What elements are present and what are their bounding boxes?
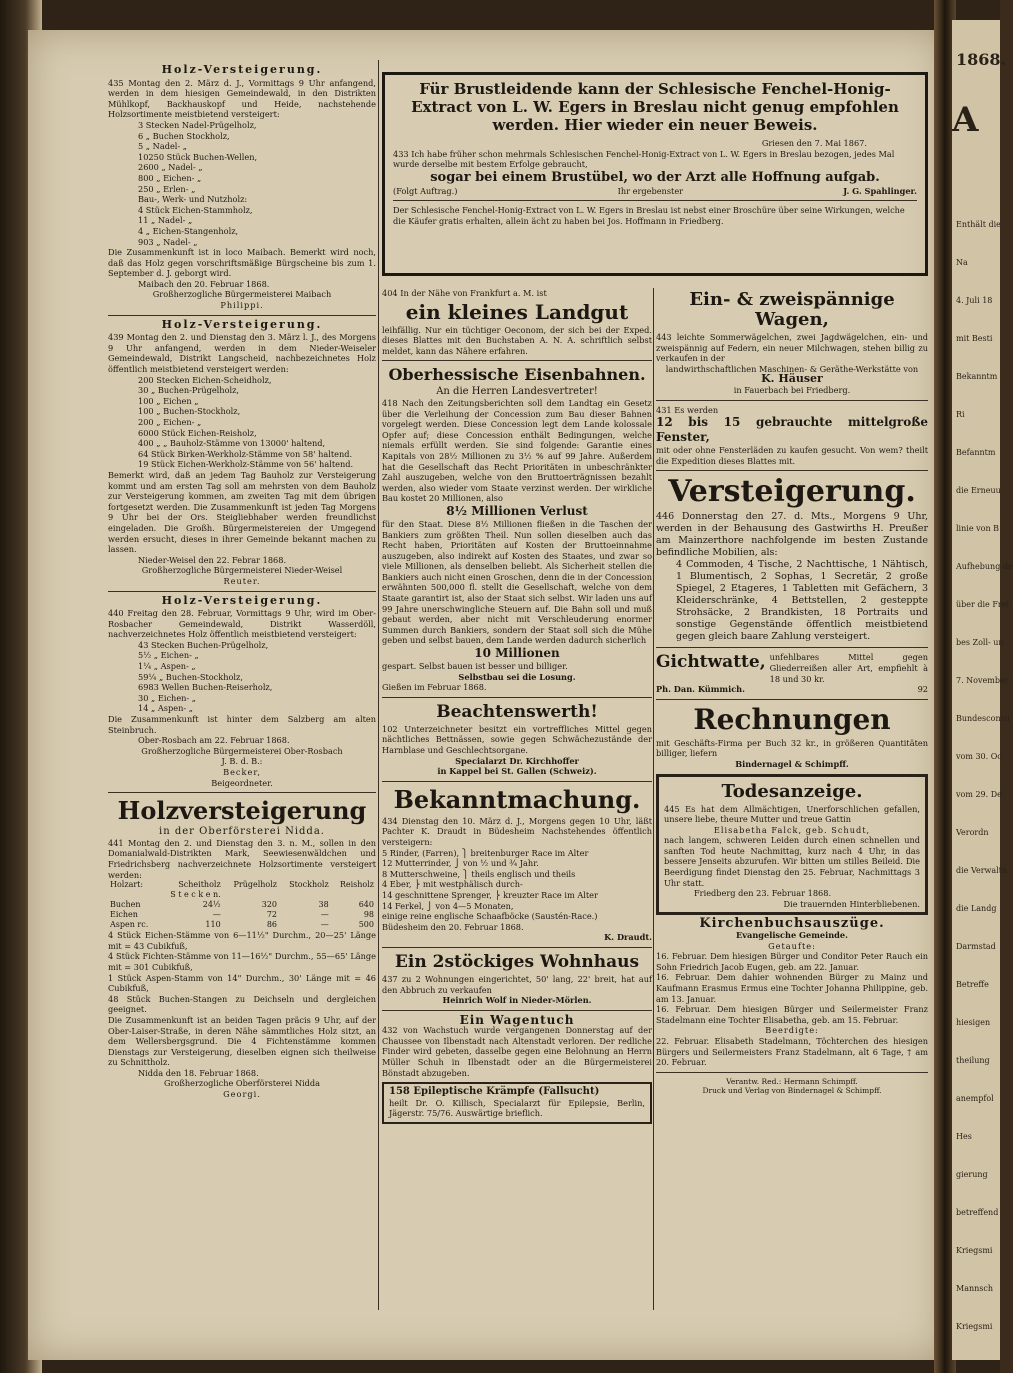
- lot-line: 200 Stecken Eichen-Scheidholz,: [138, 374, 272, 385]
- next-page-text-fragment: theilung: [956, 1056, 990, 1065]
- ad443-line: landwirthschaftlichen Maschinen- & Geräthe-Werkstätte von: [665, 363, 919, 374]
- lot-line: 48 Stück Buchen-Stangen zu Deichseln und dergleichen geeignet.: [108, 993, 376, 1015]
- lot-line: 3 Stecken Nadel-Prügelholz,: [138, 119, 257, 130]
- next-page-text-fragment: die Erneuu: [956, 486, 1001, 495]
- table-cell: Eichen: [110, 910, 138, 920]
- ad-right-note: Ihr ergebenster: [617, 185, 684, 196]
- ad445-title: Todesanzeige.: [721, 780, 863, 802]
- lot-line: 2600 „ Nadel- „: [138, 162, 203, 173]
- lot-line: 1 Stück Aspen-Stamm von 14" Durchm., 30' Länge mit = 46 Cubikfuß,: [108, 972, 376, 994]
- lot-line: 11 „ Nadel- „: [138, 215, 193, 226]
- ad92-sign: Ph. Dan. Kümmich.: [656, 684, 745, 695]
- auction-item: 8 Mutterschweine, ⎫ theils englisch und theils: [382, 868, 576, 879]
- lot-line: 400 „ „ Bauholz-Stämme von 13000' haltend,: [138, 438, 326, 449]
- next-page-text-fragment: die Landg: [956, 904, 997, 913]
- ad432-title: Ein Wagentuch: [459, 1012, 575, 1027]
- lot-line: 59¼ „ Buchen-Stockholz,: [138, 671, 243, 682]
- ad441-sign2: Georgi.: [223, 1089, 261, 1100]
- table-row: [108, 920, 376, 930]
- next-page-text-fragment: Betreffe: [956, 980, 989, 989]
- ad432-text: 432 von Wachstuch wurde vergangenen Donnerstag auf der Chaussee von Ilbenstadt nach Altenstadt verloren. Der redliche Finder wird gebeten, dasselbe gegen eine Belohnung an Herrn Müller Schuh in Ilbenstadt oder an die Bürgermeisterei Bönstadt abzugeben.: [382, 1025, 652, 1078]
- table-subheader-cell: [279, 890, 331, 900]
- ad435-lots: [108, 120, 376, 247]
- table-cell: 110: [205, 920, 221, 930]
- lot-line: 43 Stecken Buchen-Prügelholz,: [138, 639, 269, 650]
- next-page-text-fragment: Na: [956, 258, 968, 267]
- ad431-title: 12 bis 15 gebrauchte mittelgroße Fenster,: [656, 415, 928, 445]
- ad445-box: [656, 774, 928, 916]
- next-page-text-fragment: Darmstad: [956, 942, 996, 951]
- ad443-place: in Fauerbach bei Friedberg.: [733, 384, 851, 395]
- column-3: [656, 288, 928, 1096]
- rechnungen-title: Rechnungen: [693, 702, 891, 736]
- lot-line: 250 „ Erlen- „: [138, 183, 196, 194]
- column-rule: [378, 60, 379, 1310]
- next-page-text-fragment: über die Frei: [956, 600, 1009, 609]
- next-page-text-fragment: gierung: [956, 1170, 988, 1179]
- next-page-text-fragment: Mannsch: [956, 1284, 994, 1293]
- ad434-items: [382, 848, 652, 912]
- church-buried-label: Beerdigte:: [765, 1025, 819, 1036]
- next-page-text-fragment: Kriegsmi: [956, 1322, 993, 1331]
- next-page-text-fragment: die Verwaltu: [956, 866, 1008, 875]
- auction-item: 14 Ferkel, ⎭ von 4—5 Monaten,: [382, 900, 514, 911]
- ad441-lines: [108, 930, 376, 1015]
- table-cell: 24½: [202, 900, 221, 910]
- ad92-num: 92: [917, 684, 928, 695]
- next-page-text-fragment: 4. Juli 18: [956, 296, 993, 305]
- ad435-intro: 435 Montag den 2. März d. J., Vormittags 9 Uhr anfangend, werden in dem hiesigen Gemeindewald, in den Distrikten Mühlkopf, Backhauskopf und Heide, nachstehende Holzsortimente meistbietend versteigert:: [108, 77, 376, 120]
- imprint-publisher: Druck und Verlag von Bindernagel & Schimpff.: [702, 1086, 882, 1096]
- ad404-text: leihfällig. Nur ein tüchtiger Oeconom, der sich bei der Exped. dieses Blattes mit den Buchstaben A. N. A. schriftlich selbst meldet, kann das Nähere erfahren.: [382, 324, 652, 356]
- ad445-name: Elisabetha Falck, geb. Schudt,: [713, 824, 871, 835]
- lot-line: 4 Stück Eichen-Stämme von 6—11½" Durchm., 20—25' Länge mit = 43 Cubikfuß,: [108, 930, 376, 951]
- lot-line: 200 „ Eichen- „: [138, 417, 202, 427]
- baptism-entry: 16. Februar. Dem hiesigen Bürger und Conditor Peter Rauch ein Sohn Friedrich Jacob Eugen, geb. am 22. Januar.: [656, 951, 928, 972]
- table-subheader-cell: [108, 890, 158, 900]
- ad418-mid2: 10 Millionen: [474, 646, 560, 661]
- lot-line: 800 „ Eichen- „: [138, 172, 202, 183]
- ad439-sign2: Reuter.: [223, 575, 261, 586]
- ad441-intro: 441 Montag den 2. und Dienstag den 3. n. M., sollen in den Domanialwald-Distrikten Mark, Seewiesenwäldchen und Friedrichsberg nachverzeichnete Holzsortimente versteigert werden:: [108, 837, 376, 880]
- ad92-text: unfehlbares Mittel gegen Gliederreißen aller Art, empfiehlt à 18 und 30 kr.: [769, 652, 928, 684]
- ad443-name: K. Häuser: [761, 372, 823, 386]
- ad-footer: Der Schlesische Fenchel-Honig-Extract von L. W. Egers in Breslau ist nebst einer Broschüre über seine Wirkungen, welche die Käufer gratis erhalten, allein ächt zu haben bei Jos. Hoffmann in Friedberg.: [393, 205, 905, 226]
- lot-line: 903 „ Nadel- „: [138, 236, 198, 247]
- ad441-title: Holzversteigerung: [117, 796, 367, 826]
- ad441-table: [108, 880, 376, 930]
- ad102-sign1: Specialarzt Dr. Kirchhoffer: [455, 755, 579, 766]
- next-page-text-fragment: Verordn: [956, 828, 989, 837]
- ad440-sign3: Becker,: [223, 767, 261, 777]
- ad445-date: Friedberg den 23. Februar 1868.: [694, 888, 832, 899]
- lot-line: 30 „ Buchen-Prügelholz,: [138, 385, 240, 396]
- ad437-sign: Heinrich Wolf in Nieder-Mörlen.: [442, 995, 592, 1006]
- lot-line: 30 „ Eichen- „: [138, 692, 197, 703]
- rechnungen-sign: Bindernagel & Schimpff.: [735, 758, 849, 769]
- next-page-text-fragment: mit Besti: [956, 334, 993, 343]
- ad434-sign: K. Draudt.: [604, 932, 652, 943]
- table-cell: Buchen: [110, 900, 141, 910]
- ad418-mid: 8½ Millionen Verlust: [446, 503, 588, 518]
- table-header-cell: Prügelholz: [233, 880, 278, 890]
- table-cell: —: [212, 910, 221, 920]
- ad445-text2: nach langem, schweren Leiden durch einen schnellen und sanften Tod heute Nachmittag, kurz nach 4 Uhr, in das bessere Jenseits abzurufen. Wir bitten um stilles Beileid. Die Beerdigung findet Dienstag den 25. Februar, Nachmittags 3 Uhr statt.: [664, 835, 920, 888]
- lot-line: 6983 Wellen Buchen-Reiserholz,: [138, 682, 273, 693]
- next-page-text-fragment: bes Zoll- un: [956, 638, 1004, 647]
- burial-entry: 22. Februar. Elisabeth Stadelmann, Töchterchen des hiesigen Bürgers und Seilermeisters Franz Stadelmann, alt 6 Tage, † am 20. Februar.: [656, 1035, 928, 1068]
- ad431-intro: 431 Es werden: [656, 404, 719, 415]
- ad-headline: Für Brustleidende kann der Schlesische Fenchel-Honig-Extract von L. W. Egers in Breslau nicht genug empfohlen werden. Hier wieder ein neuer Beweis.: [411, 80, 899, 134]
- next-page-text-fragment: Kriegsmi: [956, 1246, 993, 1255]
- ad435-sign2: Philippi.: [220, 300, 264, 311]
- ad434-text: einige reine englische Schaafböcke (Saustén-Race.): [382, 911, 598, 922]
- ad440-sign2: J. B. d. B.:: [221, 756, 263, 767]
- ad418-text3: gespart. Selbst bauen ist besser und billiger.: [382, 661, 568, 672]
- table-row: [108, 910, 376, 920]
- next-page-text-fragment: betreffend: [956, 1208, 999, 1217]
- lot-line: 10250 Stück Buchen-Wellen,: [138, 151, 258, 162]
- table-cell: 500: [358, 920, 374, 930]
- ad439-sign1: Großherzogliche Bürgermeisterei Nieder-Weisel: [141, 565, 343, 576]
- ad434-intro: 434 Dienstag den 10. März d. J., Morgens gegen 10 Uhr, läßt Pachter K. Draudt in Büdesheim Nachstehendes öffentlich versteigern:: [382, 815, 652, 847]
- lot-line: 1¼ „ Aspen- „: [138, 661, 196, 672]
- auction-item: 12 Mutterrinder, ⎭ von ½ und ¾ Jahr.: [382, 858, 539, 869]
- imprint-editor: Verantw. Red.: Hermann Schimpff.: [726, 1076, 858, 1086]
- ad440-sign4: Beigeordneter.: [211, 777, 273, 788]
- table-header-cell: Holzart:: [110, 880, 144, 890]
- ad431-text: mit oder ohne Fensterläden zu kaufen gesucht. Von wem? theilt die Expedition dieses Blattes mit.: [656, 445, 928, 466]
- ad435-sign1: Großherzogliche Bürgermeisterei Maibach: [152, 289, 332, 300]
- ad418-subtitle: An die Herren Landesvertreter!: [436, 386, 598, 398]
- ad418-motto: Selbstbau sei die Losung.: [458, 671, 576, 682]
- ad443-text: 443 leichte Sommerwägelchen, zwei Jagdwägelchen, ein- und zweispännig auf Federn, ein neuer Milchwagen, stehen billig zu verkaufen in der: [656, 332, 928, 364]
- next-page-text-fragment: linie von B: [956, 524, 1000, 533]
- next-page-text-fragment: Enthält die: [956, 220, 1001, 229]
- table-header-cell: Reisholz: [339, 880, 374, 890]
- ad418-title: Oberhessische Eisenbahnen.: [388, 365, 646, 385]
- ad-signer: J. G. Spahlinger.: [843, 185, 917, 196]
- next-page-text-fragment: 7. November: [956, 676, 1009, 685]
- ad404-title: ein kleines Landgut: [405, 299, 629, 324]
- next-page-text-fragment: Hes: [956, 1132, 972, 1141]
- ad440-text: Die Zusammenkunft ist hinter dem Salzberg am alten Steinbruch.: [108, 714, 376, 735]
- ad158-title: 158 Epileptische Krämpfe (Fallsucht): [389, 1086, 600, 1098]
- baptism-entry: 16. Februar. Dem dahier wohnenden Bürger zu Mainz und Kaufmann Erasmus Ermus eine Tochter Johanna Philippine, geb. am 13. Januar.: [656, 972, 928, 1004]
- next-page-year: 1868.: [956, 50, 1007, 69]
- ad440-title: Holz-Versteigerung.: [161, 593, 323, 607]
- table-cell: 98: [363, 910, 374, 920]
- ad158-box: [382, 1082, 652, 1124]
- lot-line: 6000 Stück Eichen-Reisholz,: [138, 427, 257, 438]
- table-cell: 86: [266, 920, 278, 930]
- ad-place-date: Griesen den 7. Mai 1867.: [761, 138, 867, 148]
- lot-line: 100 „ Buchen-Stockholz,: [138, 406, 241, 417]
- ad446-text1: 446 Donnerstag den 27. d. Mts., Morgens 9 Uhr, werden in der Behausung des Gastwirths H. Preußer am Mainzerthore nachfolgende im besten Zustande befindliche Mobilien, als:: [656, 511, 928, 559]
- ad441-subtitle: in der Oberförsterei Nidda.: [159, 826, 325, 838]
- table-row: [108, 900, 376, 910]
- lot-line: 5½ „ Eichen- „: [138, 650, 199, 661]
- table-cell: Aspen rc.: [110, 920, 149, 930]
- church-buried-list: [656, 1036, 928, 1068]
- next-page-text-fragment: Bekanntm: [956, 372, 998, 381]
- table-cell: 320: [261, 900, 278, 910]
- ad439-text: Bemerkt wird, daß an jedem Tag Bauholz zur Versteigerung kommt und am ersten Tag soll am mehrsten von dem Bauholz zur Versteigerung kommen, am zweiten Tag mit dem übrigen fortgesetzt werden. Die Zusammenkunft ist jeden Tag Morgens 9 Uhr bei der Ors. Steigliebhaber werden freundlichst eingeladen. Die Großh. Bürgermeistereien der Umgegend werden ersucht, dieses in ihrer Gemeinde bekannt machen zu lassen.: [108, 469, 376, 555]
- ad418-date: Gießen im Februar 1868.: [382, 682, 487, 693]
- ad441-date: Nidda den 18. Februar 1868.: [138, 1067, 259, 1078]
- church-baptized-label: Getaufte:: [768, 940, 816, 951]
- lot-line: Bau-, Werk- und Nutzholz:: [138, 194, 248, 205]
- ad434-title: Bekanntmachung.: [393, 784, 641, 814]
- ad158-text: heilt Dr. O. Killisch, Specialarzt für Epilepsie, Berlin, Jägerstr. 75/76. Auswärtige brieflich.: [389, 1097, 645, 1119]
- ad439-title: Holz-Versteigerung.: [161, 317, 323, 331]
- next-page-text-fragment: Aufhebung de: [956, 562, 1013, 571]
- table-subheader-cell: [223, 890, 279, 900]
- table-cell: —: [320, 910, 329, 920]
- ad418-text2: für den Staat. Diese 8½ Millionen fließen in die Taschen der Bankiers zum größten Theil. Nun sollen dieselben auch das Recht haben, Prioritäten auf Kosten der Bruttoeinnahme auszugeben, also indirekt auf Kosten des Staates, und zwar so viele Millionen, als denselben beliebt. Als Sicherheit stellen die Bankiers auch nicht einen Groschen, denn die in der Concession erwähnten 500,000 fl. stellt die Gesellschaft, welche von dem Staate garantirt ist, also der Staat sich selbst. Wir laden uns auf 99 Jahre unerschwingliche Steuern auf. Die Bahn soll und muß gebaut werden, aber nicht mit Verschleuderung enormer Summen durch Bankiers, sondern der Staat soll sich die Mühe geben und selbst bauen, dem Lande werden dadurch sicherlich: [382, 518, 652, 646]
- lot-line: 14 „ Aspen- „: [138, 703, 193, 714]
- next-page-text-fragment: Bundesconsu: [956, 714, 1010, 723]
- ad102-sign2: in Kappel bei St. Gallen (Schweiz).: [437, 766, 597, 777]
- rechnungen-text: mit Geschäfts-Firma per Buch 32 kr., in größeren Quantitäten billiger, liefern: [656, 737, 928, 759]
- church-title: Kirchenbuchsauszüge.: [699, 916, 885, 932]
- ad435-text: Die Zusammenkunft ist in loco Maibach. Bemerkt wird noch, daß das Holz gegen vorschriftsmäßige Bürgscheine bis zum 1. September d. J. geborgt wird.: [108, 247, 376, 279]
- ad404-intro: 404 In der Nähe von Frankfurt a. M. ist: [382, 288, 547, 298]
- ad-mid: sogar bei einem Brustübel, wo der Arzt alle Hoffnung aufgab.: [430, 169, 880, 185]
- next-page-text-fragment: Befanntm: [956, 448, 996, 457]
- lot-line: 19 Stück Eichen-Werkholz-Stämme von 56' haltend.: [138, 459, 354, 470]
- ad-text: 433 Ich habe früher schon mehrmals Schlesischen Fenchel-Honig-Extract von L. W. Egers in Breslau bezogen, jedes Mal wurde derselbe mit bestem Erfolge gebraucht,: [393, 148, 895, 169]
- ad102-title: Beachtenswerth!: [436, 701, 598, 722]
- ad437-title: Ein 2stöckiges Wohnhaus: [394, 951, 640, 972]
- ad-left-note: (Folgt Auftrag.): [393, 185, 458, 196]
- next-page-text-fragment: Ri: [956, 410, 965, 419]
- table-subheader-cell: S t e c k e n.: [170, 890, 221, 900]
- ad440-sign1: Großherzogliche Bürgermeisterei Ober-Rosbach: [141, 745, 343, 756]
- lot-line: 100 „ Eichen „: [138, 395, 199, 406]
- column-2: [382, 288, 652, 1128]
- ad445-sign: Die trauernden Hinterbliebenen.: [783, 898, 920, 909]
- lot-line: 6 „ Buchen Stockholz,: [138, 130, 230, 141]
- table-cell: 72: [266, 910, 278, 920]
- column-rule: [653, 288, 654, 1310]
- table-header-cell: Scheitholz: [178, 880, 221, 890]
- lot-line: 4 „ Eichen-Stangenholz,: [138, 225, 239, 236]
- next-page-text-fragment: hiesigen: [956, 1018, 991, 1027]
- fenchel-honig-ad: [382, 72, 928, 276]
- auction-item: 5 Rinder, (Farren), ⎫ breitenburger Race im Alter: [382, 847, 589, 858]
- table-subheader-cell: [331, 890, 376, 900]
- ad439-intro: 439 Montag den 2. und Dienstag den 3. März l. J., des Morgens 9 Uhr anfangend, werden in dem Nieder-Weiseler Gemeindewald, Distrikt Langscheid, nachbezeichnetes Holz öffentlich meistbietend versteigert werden:: [108, 332, 376, 375]
- baptism-entry: 16. Februar. Dem hiesigen Bürger und Seilermeister Franz Stadelmann eine Tochter Elisabetha, geb. am 15. Februar.: [656, 1004, 928, 1025]
- ad443-title: Ein- & zweispännige Wagen,: [689, 289, 895, 330]
- ad92-title: Gichtwatte,: [656, 652, 766, 673]
- church-baptized-list: [656, 951, 928, 1025]
- ad418-text1: 418 Nach den Zeitungsberichten soll dem Landtag ein Gesetz über die Verleihung der Concession zum Bau dieser Bahnen vorgelegt werden. Diese Concession legt dem Lande kolossale Opfer auf; diese Concession enthält Bedingungen, welche niemals erfüllt werden. Sie sind folgende: Garantie eines Kapitals von 28½ Millionen zu 3½ % auf 99 Jahre. Außerdem hat die Gesellschaft das Recht Prioritäten in unbeschränkter Zahl auszugeben, welche von den Bruttoerträgnissen bezahlt werden, also wieder vom Staate verzinst werden. Der wirkliche Bau kostet 20 Millionen, also: [382, 397, 652, 504]
- column-1: [108, 62, 376, 1312]
- ad446-items: 4 Commoden, 4 Tische, 2 Nachttische, 1 Nähtisch, 1 Blumentisch, 2 Sophas, 1 Secretär, 2 große Spiegel, 2 Etageres, 1 Tabletten mit Gefächern, 3 Kleiderschränke, 4 Bettstellen, 2 gesteppte Strohsäcke, 2 Brandkisten, 18 Portraits und sonstige Gegenstände öffentlich meistbietend gegen gleich baare Zahlung versteigert.: [676, 559, 928, 643]
- ad441-text: Die Zusammenkunft ist an beiden Tagen präcis 9 Uhr, auf der Ober-Laiser-Straße, in deren Nähe sämmtliches Holz sitzt, an dem Wellersbergsgrund. Die 4 Fichtenstämme kommen Dienstags zur Versteigerung, dieselben eignen sich theilweise zu Schnittholz.: [108, 1014, 376, 1068]
- auction-item: 4 Eber, ⎬ mit westphälisch durch-: [382, 879, 523, 890]
- lot-line: 5 „ Nadel- „: [138, 141, 188, 152]
- church-subtitle: Evangelische Gemeinde.: [736, 930, 848, 941]
- auction-item: 14 geschnittene Sprenger, ⎬ kreuzter Race im Alter: [382, 889, 598, 900]
- ad439-date: Nieder-Weisel den 22. Febrar 1868.: [138, 554, 287, 565]
- ad445-text1: 445 Es hat dem Allmächtigen, Unerforschlichen gefallen, unsere liebe, theure Mutter und treue Gattin: [664, 803, 920, 825]
- table-cell: 640: [358, 900, 374, 910]
- next-page-masthead-letter: A: [952, 100, 979, 140]
- table-cell: 38: [318, 900, 329, 910]
- next-page-fragment: [952, 20, 1013, 1360]
- ad440-date: Ober-Rosbach am 22. Februar 1868.: [138, 735, 290, 746]
- lot-line: 64 Stück Birken-Werkholz-Stämme von 58' haltend.: [138, 448, 353, 459]
- lot-line: 4 Stück Eichen-Stammholz,: [138, 204, 253, 215]
- ad440-intro: 440 Freitag den 28. Februar, Vormittags 9 Uhr, wird im Ober-Rosbacher Gemeindewald, Distrikt Wasserdöll, nachverzeichnetes Holz öffentlich meistbietend versteigert:: [108, 608, 376, 640]
- table-header-cell: Stockholz: [289, 880, 329, 890]
- ad439-lots: [108, 375, 376, 470]
- ad435-date: Maibach den 20. Februar 1868.: [138, 278, 270, 289]
- lot-line: 4 Stück Fichten-Stämme von 11—16½" Durchm., 55—65' Länge mit = 301 Cubikfuß,: [108, 951, 376, 972]
- next-page-text-fragment: vom 29. De: [956, 790, 1002, 799]
- ad435-title: Holz-Versteigerung.: [161, 63, 323, 76]
- table-cell: —: [320, 920, 329, 930]
- ad434-date: Büdesheim den 20. Februar 1868.: [382, 921, 524, 932]
- ad102-text: 102 Unterzeichneter besitzt ein vortreffliches Mittel gegen nächtliches Bettnässen, sowie gegen Schwächezustände der Harnblase und Geschlechtsorgane.: [382, 723, 652, 755]
- ad440-lots: [108, 640, 376, 714]
- ad441-sign1: Großherzogliche Oberförsterei Nidda: [164, 1078, 320, 1089]
- next-page-text-fragment: anempfol: [956, 1094, 994, 1103]
- ad437-text: 437 zu 2 Wohnungen eingerichtet, 50' lang, 22' breit, hat auf den Abbruch zu verkaufen: [382, 973, 652, 995]
- next-page-text-fragment: vom 30. Oc: [956, 752, 1002, 761]
- ad446-title: Versteigerung.: [668, 474, 916, 510]
